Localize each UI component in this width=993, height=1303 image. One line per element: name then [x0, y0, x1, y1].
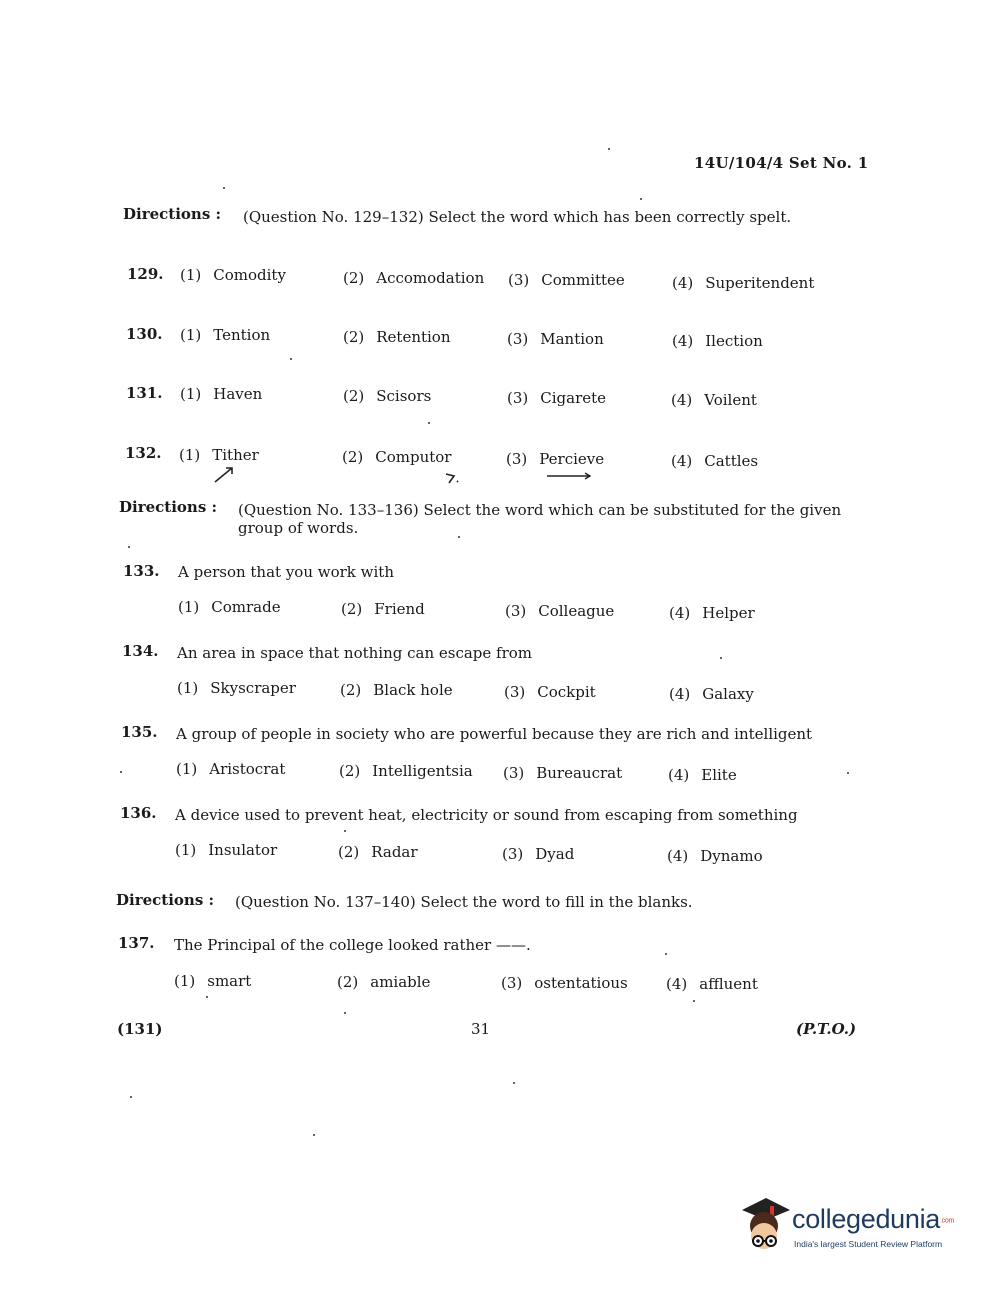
option: (3) Cockpit [504, 683, 596, 701]
option: (4) Cattles [671, 452, 759, 470]
option: (4) Galaxy [669, 685, 754, 703]
option: (1) Skyscraper [177, 679, 296, 697]
option: (4) affluent [666, 975, 758, 993]
question-text: The Principal of the college looked rather ——. [174, 936, 531, 954]
option: (2) amiable [337, 973, 431, 991]
option: (4) Voilent [671, 391, 757, 409]
scan-speck [640, 198, 642, 200]
option: (2) Friend [341, 600, 425, 618]
pen-mark-underline [545, 470, 595, 480]
scan-speck [128, 546, 130, 548]
option: (3) ostentatious [501, 974, 628, 992]
directions-text: (Question No. 133–136) Select the word which can be substituted for the given [238, 501, 842, 519]
option: (4) Superitendent [672, 274, 815, 292]
page-header-code: 14U/104/4 Set No. 1 [694, 154, 869, 172]
option: (1) Aristocrat [176, 760, 286, 778]
option: (3) Dyad [502, 845, 575, 863]
scan-speck [344, 830, 346, 832]
option: (3) Percieve [506, 450, 605, 468]
scan-speck [120, 771, 122, 773]
question-text: A device used to prevent heat, electricity or sound from escaping from something [175, 806, 798, 824]
directions-label: Directions : [119, 498, 218, 516]
option: (2) Accomodation [343, 269, 485, 287]
question-number: 133. [123, 562, 160, 580]
directions-text: (Question No. 137–140) Select the word to fill in the blanks. [235, 893, 693, 911]
pto-label: (P.T.O.) [796, 1020, 857, 1038]
question-text: A person that you work with [178, 563, 394, 581]
question-text: An area in space that nothing can escape from [177, 644, 533, 662]
question-number: 129. [127, 265, 164, 283]
question-number: 137. [118, 934, 155, 952]
scan-speck [428, 422, 430, 424]
pen-mark-arrow [212, 464, 238, 484]
option: (2) Radar [338, 843, 418, 861]
question-text: A group of people in society who are powerful because they are rich and intelligent [176, 725, 813, 743]
option: (1) smart [174, 972, 252, 990]
option: (2) Computor [342, 448, 452, 466]
scan-speck [206, 996, 208, 998]
option: (1) Insulator [175, 841, 278, 859]
option: (1) Comodity [180, 266, 286, 284]
option: (1) Tention [180, 326, 271, 344]
scan-speck [344, 1012, 346, 1014]
scan-speck [290, 358, 292, 360]
option: (2) Retention [343, 328, 451, 346]
question-number: 135. [121, 723, 158, 741]
scan-speck [847, 772, 849, 774]
option: (4) Dynamo [667, 847, 763, 865]
option: (2) Black hole [340, 681, 453, 699]
scan-speck [513, 1082, 515, 1084]
directions-text: (Question No. 129–132) Select the word which has been correctly spelt. [243, 208, 792, 226]
option: (1) Tither [179, 446, 259, 464]
option: (1) Comrade [178, 598, 281, 616]
scan-speck [665, 953, 667, 955]
scan-speck [458, 536, 460, 538]
directions-label: Directions : [123, 205, 222, 223]
option: (3) Mantion [507, 330, 604, 348]
scan-speck [223, 187, 225, 189]
brand-name: collegedunia.com [792, 1204, 955, 1234]
brand-tagline: India's largest Student Review Platform [794, 1239, 943, 1249]
collegedunia-logo [736, 1196, 962, 1256]
question-number: 134. [122, 642, 159, 660]
mascot-icon [736, 1196, 792, 1256]
scan-speck [720, 657, 722, 659]
page-number: 31 [471, 1020, 491, 1038]
question-number: 136. [120, 804, 157, 822]
question-number: 132. [125, 444, 162, 462]
scan-speck [693, 1000, 695, 1002]
option: (4) Ilection [672, 332, 763, 350]
option: (3) Colleague [505, 602, 615, 620]
question-number: 130. [126, 325, 163, 343]
option: (4) Elite [668, 766, 737, 784]
option: (3) Committee [508, 271, 625, 289]
option: (3) Bureaucrat [503, 764, 623, 782]
option: (4) Helper [669, 604, 755, 622]
directions-label: Directions : [116, 891, 215, 909]
option: (3) Cigarete [507, 389, 607, 407]
pen-mark-scribble [444, 470, 464, 486]
option: (1) Haven [180, 385, 263, 403]
scan-speck [313, 1134, 315, 1136]
question-number: 131. [126, 384, 163, 402]
option: (2) Scisors [343, 387, 432, 405]
scan-speck [608, 148, 610, 150]
scan-speck [130, 1096, 132, 1098]
directions-text-continued: group of words. [238, 519, 359, 537]
footer-code: (131) [117, 1020, 163, 1038]
option: (2) Intelligentsia [339, 762, 473, 780]
